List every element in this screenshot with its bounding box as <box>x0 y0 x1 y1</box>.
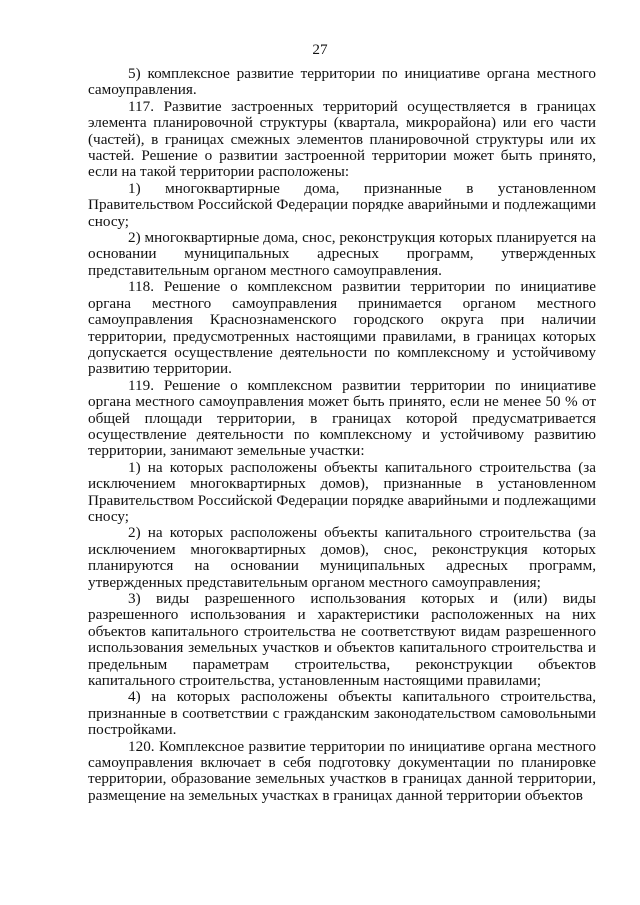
paragraph-117-item-1: 1) многоквартирные дома, признанные в установленном Правительством Российской Федерации порядке аварийными и подлежащими сносу; <box>88 179 596 230</box>
paragraph-119-item-4: 4) на которых расположены объекты капитального строительства, признанные в соответствии с гражданским законодательством самовольными постройками. <box>88 688 596 739</box>
paragraph-119: 119. Решение о комплексном развитии территории по инициативе органа местного самоуправления может быть принято, если не менее 50 % от общей площади территории, в границах которой предусматривается осуществление деятельности по комплексному и устойчивому развитию территории, занимают земельные участки: <box>88 376 596 460</box>
page-number: 27 <box>312 41 328 58</box>
paragraph-item-5: 5) комплексное развитие территории по инициативе органа местного самоуправления. <box>88 65 596 99</box>
document-body <box>88 66 596 804</box>
paragraph-119-item-2: 2) на которых расположены объекты капитального строительства (за исключением многоквартирных домов), снос, реконструкция которых планируются на основании муниципальных адресных программ, утвержденных представительным органом местного самоуправления; <box>88 524 596 591</box>
paragraph-119-item-3: 3) виды разрешенного использования которых и (или) виды разрешенного использования и характеристики расположенных на них объектов капитального строительства не соответствуют видам разрешенного использования земельных участков и объектов капитального строительства и предельным параметрам строительства, реконструкции объектов капитального строительства, установленным настоящими правилами; <box>88 590 596 690</box>
paragraph-117-item-2: 2) многоквартирные дома, снос, реконструкция которых планируется на основании муниципальных адресных программ, утвержденных представительным органом местного самоуправления. <box>88 229 596 279</box>
paragraph-118: 118. Решение о комплексном развитии территории по инициативе органа местного самоуправления принимается органом местного самоуправления Краснознаменского городского округа при наличии территории, предусмотренных настоящими правилами, в границах которых допускается осуществление деятельности по комплексному и устойчивому развитию территории. <box>88 278 596 378</box>
paragraph-117: 117. Развитие застроенных территорий осуществляется в границах элемента планировочной структуры (квартала, микрорайона) или его части (частей), в границах смежных элементов планировочной структуры или их частей. Решение о развитии застроенной территории может быть принято, если на такой территории расположены: <box>88 97 596 181</box>
paragraph-119-item-1: 1) на которых расположены объекты капитального строительства (за исключением многоквартирных домов), признанные в установленном Правительством Российской Федерации порядке аварийными и подлежащими сносу; <box>88 458 596 525</box>
paragraph-120: 120. Комплексное развитие территории по инициативе органа местного самоуправления включает в себя подготовку документации по планировке территории, образование земельных участков в границах данной территории, размещение на земельных участках в границах данной территории объектов <box>88 737 596 804</box>
